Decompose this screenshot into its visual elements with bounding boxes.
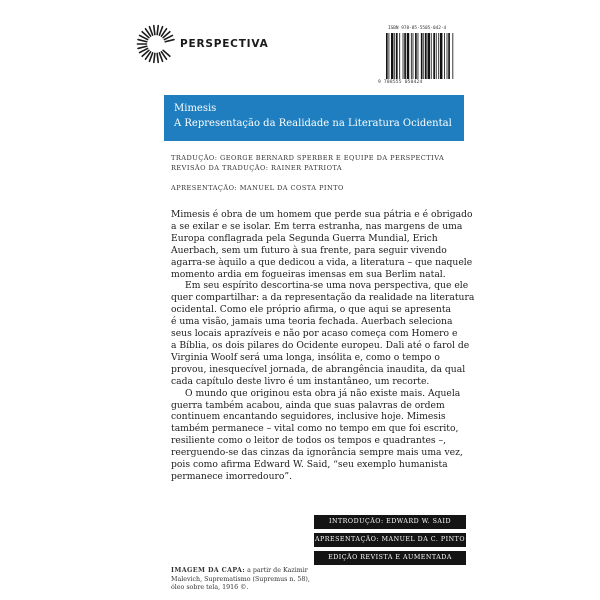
barcode-icon xyxy=(386,33,462,79)
edition-label: EDIÇÃO REVISTA E AUMENTADA xyxy=(314,551,466,565)
text-line: pois como afirma Edward W. Said, “seu exemplo humanista xyxy=(171,459,448,471)
credits xyxy=(171,153,471,193)
barcode-digits: 9 788555 050424 xyxy=(378,80,423,85)
text-line: O mundo que originou esta obra já não existe mais. Aquela xyxy=(185,387,461,399)
translation-credit: TRADUÇÃO: GEORGE BERNARD SPERBER E EQUIPE DA PERSPECTIVA xyxy=(171,154,445,162)
presentation-label: APRESENTAÇÃO: MANUEL DA C. PINTO xyxy=(314,533,466,547)
text-line: Europa conflagrada pela Segunda Guerra Mundial, Erich xyxy=(171,232,438,244)
introduction-label: INTRODUÇÃO: EDWARD W. SAID xyxy=(314,515,466,529)
edition-labels xyxy=(314,515,466,569)
text-line: continuem encantando seguidores, inclusive hoje. Mimesis xyxy=(171,411,446,423)
book-subtitle: A Representação da Realidade na Literatura Ocidental xyxy=(174,118,452,129)
text-line: provou, inesquecível jornada, de abrangência inaudita, da qual xyxy=(171,363,466,375)
revision-credit: REVISÃO DA TRADUÇÃO: RAINER PATRIOTA xyxy=(171,164,343,172)
cover-note-text: a partir de Kazimir xyxy=(245,567,308,574)
text-line: permanece imorredouro”. xyxy=(171,470,293,482)
text-line: resiliente como o leitor de todos os tempos e quadrantes –, xyxy=(171,435,447,447)
cover-note-text: Malevich, Suprematismo (Supremus n. 58), xyxy=(171,575,310,583)
title-box xyxy=(164,95,464,141)
publisher-name: PERSPECTIVA xyxy=(180,38,269,50)
blurb xyxy=(171,209,475,483)
text-line: a Bíblia, os dois pilares do Ocidente europeu. Dali até o farol de xyxy=(171,339,470,351)
book-title: Mimesis xyxy=(174,103,217,114)
text-line: ocidental. Como ele próprio afirma, o que aqui se apresenta xyxy=(171,304,451,316)
text-line: Auerbach, sem um futuro à sua frente, para seguir vivendo xyxy=(171,244,447,256)
text-line: seus locais aprazíveis e não por acaso começa com Homero e xyxy=(171,328,458,340)
barcode xyxy=(378,26,464,88)
text-line: Mimesis é obra de um homem que perde sua pátria e é obrigado xyxy=(171,209,473,220)
isbn-label: ISBN 978-85-5505-042-4 xyxy=(388,26,447,31)
text-line: cada capítulo deste livro é um instantâneo, um recorte. xyxy=(171,375,430,387)
cover-note-heading: IMAGEM DA CAPA: xyxy=(171,567,246,574)
text-line: guerra também acabou, ainda que suas palavras de ordem xyxy=(171,399,445,411)
text-line: Em seu espírito descortina-se uma nova perspectiva, que ele xyxy=(185,280,469,292)
blurb-paragraph-2 xyxy=(171,280,475,387)
text-line: quer compartilhar: a da representação da realidade na literatura xyxy=(171,292,475,304)
blurb-paragraph-3 xyxy=(171,387,463,483)
text-line: reerguendo-se das cinzas da ignorância sempre mais uma vez, xyxy=(171,447,463,459)
text-line: a se exilar e se isolar. Em terra estranha, nas margens de uma xyxy=(171,220,463,232)
cover-note-text: óleo sobre tela, 1916 ©. xyxy=(171,584,249,592)
blurb-paragraph-1 xyxy=(171,209,473,280)
cover-image-note xyxy=(171,567,311,593)
text-line: agarra-se àquilo a que dedicou a vida, a literatura – que naquele xyxy=(171,256,473,268)
text-line: Virginia Woolf será uma longa, insólita e, como o tempo o xyxy=(171,351,440,363)
perspectiva-logo-icon xyxy=(136,24,176,64)
text-line: é uma visão, jamais uma teoria fechada. Auerbach seleciona xyxy=(171,316,453,328)
presentation-credit: APRESENTAÇÃO: MANUEL DA COSTA PINTO xyxy=(171,184,344,192)
text-line: momento ardia em fogueiras imensas em sua Berlim natal. xyxy=(171,268,446,280)
text-line: também permanece – vital como no tempo em que foi escrito, xyxy=(171,423,459,435)
